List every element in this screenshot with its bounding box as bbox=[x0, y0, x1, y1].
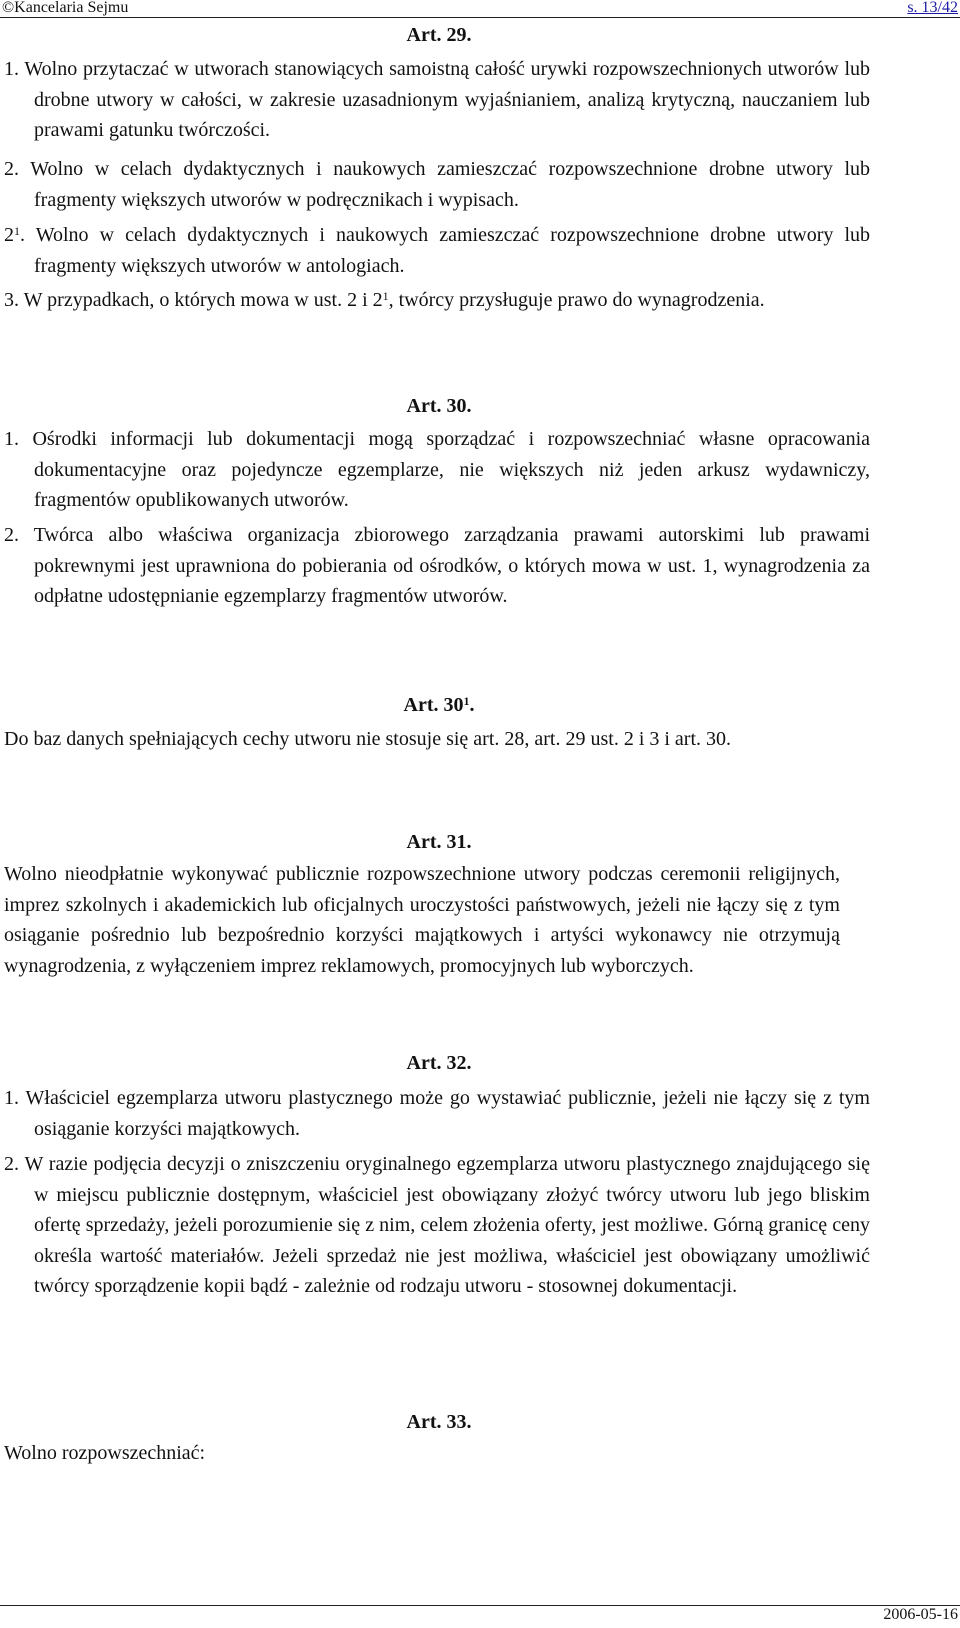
art31-para: Wolno nieodpłatnie wykonywać publicznie rozpowszechnione utwory podczas ceremonii religijnych, imprez szkolnych i akademickich lub oficjalnych uroczystości państwowych, jeżeli nie łączy się z tym osiąganie pośrednio lub bezpośrednio korzyści majątkowych i artyści wykonawcy nie otrzymują wynagrodzenia, z wyłączeniem imprez reklamowych, promocyjnych lub wyborczych. bbox=[4, 863, 840, 977]
article-title-32: Art. 32. bbox=[406, 1052, 472, 1074]
art32-para-2: 2. W razie podjęcia decyzji o zniszczeniu oryginalnego egzemplarza utworu plastycznego znajdującego się w miejscu publicznie dostępnym, właściciel jest obowiązany złożyć twórcy utworu lub jego bliskim ofertę sprzedaży, jeżeli porozumienie się z nim, celem złożenia oferty, jest możliwe. Górną granicę ceny określa wartość materiałów. Jeżeli sprzedaż nie jest możliwa, właściciel jest obowiązany umożliwić twórcy sporządzenie kopii bądź - zależnie od rodzaju utworu - stosownej dokumentacji. bbox=[4, 1153, 870, 1297]
art29-para-2-1 bbox=[4, 220, 870, 281]
article-title-30: Art. 30. bbox=[406, 395, 472, 417]
page-number[interactable] bbox=[907, 0, 958, 16]
article-title-31: Art. 31. bbox=[406, 831, 472, 853]
art33-para: Wolno rozpowszechniać: bbox=[4, 1442, 206, 1464]
art29-para-2-1-text: . Wolno w celach dydaktycznych i naukowych zamieszczać rozpowszechnione drobne utwory lub fragmenty większych utworów w antologiach. bbox=[20, 224, 870, 277]
footer-date: 2006-05-16 bbox=[883, 1606, 958, 1623]
article-title-30-1 bbox=[4, 690, 874, 720]
article-title-30-1-end: . bbox=[469, 694, 475, 716]
art29-para-2: 2. Wolno w celach dydaktycznych i naukowych zamieszczać rozpowszechnione drobne utwory lub fragmenty większych utworów w podręcznikach i wypisach. bbox=[4, 158, 870, 211]
art29-para-3-sup: 1 bbox=[382, 289, 389, 303]
art32-para-1: 1. Właściciel egzemplarza utworu plastycznego może go wystawiać publicznie, jeżeli nie łączy się z tym osiąganie korzyści majątkowych. bbox=[4, 1087, 870, 1140]
page-number-link[interactable]: s. 13/42 bbox=[907, 0, 958, 16]
article-title-30-1-sup: 1 bbox=[463, 694, 470, 708]
art29-para-3-text-b: , twórcy przysługuje prawo do wynagrodzenia. bbox=[388, 289, 765, 311]
art30-para-1: 1. Ośrodki informacji lub dokumentacji mogą sporządzać i rozpowszechniać własne opracowania dokumentacyjne oraz pojedyncze egzemplarze, nie większych niż jeden arkusz wydawniczy, fragmentów opublikowanych utworów. bbox=[4, 428, 870, 511]
art29-para-3 bbox=[4, 285, 870, 316]
footer-rule bbox=[0, 1605, 960, 1606]
article-title-33: Art. 33. bbox=[406, 1411, 472, 1433]
article-title-29: Art. 29. bbox=[406, 24, 472, 46]
art29-para-2-1-sup: 1 bbox=[14, 224, 20, 238]
header-copyright: ©Kancelaria Sejmu bbox=[2, 0, 129, 16]
header-rule bbox=[0, 17, 960, 18]
article-title-30-1-text: Art. 30 bbox=[403, 694, 464, 716]
art29-para-2-1-num: 2 bbox=[4, 224, 14, 246]
art30-1-para: Do baz danych spełniających cechy utworu nie stosuje się art. 28, art. 29 ust. 2 i 3 i art. 30. bbox=[4, 728, 732, 750]
art30-para-2: 2. Twórca albo właściwa organizacja zbiorowego zarządzania prawami autorskimi lub prawami pokrewnymi jest uprawniona do pobierania od ośrodków, o których mowa w ust. 1, wynagrodzenia za odpłatne udostępnianie egzemplarzy fragmentów utworów. bbox=[4, 524, 870, 607]
art29-para-3-text-a: 3. W przypadkach, o których mowa w ust. 2 i 2 bbox=[4, 289, 383, 311]
art29-para-1: 1. Wolno przytaczać w utworach stanowiących samoistną całość urywki rozpowszechnionych utworów lub drobne utwory w całości, w zakresie uzasadnionym wyjaśnianiem, analizą krytyczną, nauczaniem lub prawami gatunku twórczości. bbox=[4, 58, 870, 141]
